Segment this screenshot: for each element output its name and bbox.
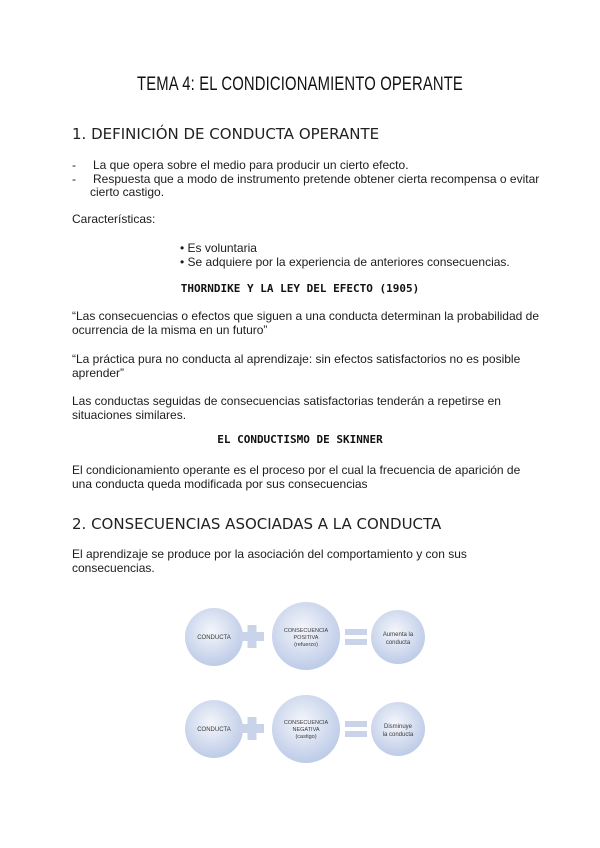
- consecuencia-label-line: CONSECUENCIA: [283, 720, 329, 726]
- section2-heading: 2. CONSECUENCIAS ASOCIADAS A LA CONDUCTA: [72, 515, 442, 533]
- resultado-label-line: conducta: [385, 640, 411, 646]
- consecuencia-label-line: NEGATIVA: [292, 727, 320, 733]
- dash-marker: -: [72, 172, 76, 186]
- plus-operator: [240, 625, 264, 648]
- quote-line: “Las consecuencias o efectos que siguen a una conducta determinan la probabilidad de: [72, 309, 539, 323]
- thorndike-heading: THORNDIKE Y LA LEY DEL EFECTO (1905): [180, 282, 420, 295]
- diagram-row-positive: [185, 602, 425, 670]
- list-item-continued: cierto castigo.: [90, 185, 165, 199]
- dash-marker: -: [72, 158, 76, 172]
- paragraph-line: Las conductas seguidas de consecuencias satisfactorias tenderán a repetirse en: [72, 394, 501, 408]
- paragraph-line: consecuencias.: [72, 561, 155, 575]
- bullet-item: • Es voluntaria: [180, 241, 257, 255]
- quote-line: “La práctica pura no conducta al aprendizaje: sin efectos satisfactorios no es posible: [72, 352, 521, 366]
- bullet-item: • Se adquiere por la experiencia de anteriores consecuencias.: [180, 255, 510, 269]
- quote-line: aprender”: [72, 366, 125, 380]
- consecuencia-label-line: POSITIVA: [293, 635, 319, 641]
- consequence-diagram: [0, 590, 600, 780]
- consecuencia-label-line: (castigo): [295, 734, 317, 740]
- paragraph-line: una conducta queda modificada por sus consecuencias: [72, 477, 368, 491]
- skinner-heading: EL CONDUCTISMO DE SKINNER: [217, 433, 383, 446]
- section1-heading: 1. DEFINICIÓN DE CONDUCTA OPERANTE: [72, 125, 380, 143]
- equals-operator: [345, 721, 367, 737]
- consecuencia-label-line: CONSECUENCIA: [283, 628, 329, 634]
- conducta-label: CONDUCTA: [197, 635, 231, 641]
- list-item: Respuesta que a modo de instrumento pretende obtener cierta recompensa o evitar: [93, 172, 540, 186]
- equals-operator: [345, 629, 367, 645]
- paragraph-line: El aprendizaje se produce por la asociación del comportamiento y con sus: [72, 547, 467, 561]
- conducta-label: CONDUCTA: [197, 727, 231, 733]
- caracteristicas-label: Características:: [72, 212, 156, 226]
- diagram-row-negative: [185, 695, 425, 763]
- plus-operator: [240, 717, 264, 740]
- paragraph-line: El condicionamiento operante es el proceso por el cual la frecuencia de aparición de: [72, 463, 521, 477]
- quote-line: ocurrencia de la misma en un futuro”: [72, 323, 268, 337]
- resultado-label-line: Aumenta la: [382, 632, 414, 638]
- list-item: La que opera sobre el medio para producir un cierto efecto.: [93, 158, 409, 172]
- resultado-label-line: Disminuye: [383, 724, 413, 730]
- consecuencia-label-line: (refuerzo): [294, 642, 318, 648]
- resultado-label-line: la conducta: [382, 732, 414, 738]
- paragraph-line: situaciones similares.: [72, 408, 187, 422]
- page-title: TEMA 4: EL CONDICIONAMIENTO OPERANTE: [137, 74, 463, 95]
